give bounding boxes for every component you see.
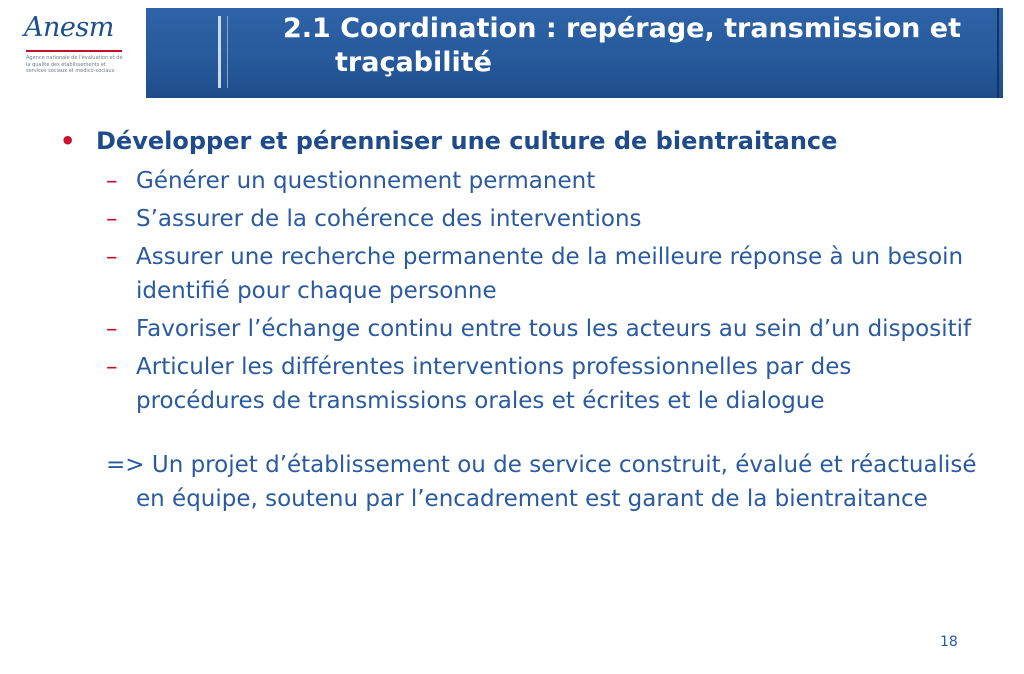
sub-bullet-text: Générer un questionnement permanent [136,168,596,194]
sub-bullet-item [60,202,980,236]
dash-icon: – [106,354,118,380]
sub-bullet-text: S’assurer de la cohérence des interventions [136,206,642,232]
dash-icon: – [106,206,118,232]
sub-bullet-list [60,164,980,418]
logo-tagline: Agence nationale de l'évaluation et de la qualité des établissements et services sociaux et médico-sociaux [26,55,123,74]
slide-body [60,124,980,516]
sub-bullet-item [60,164,980,198]
main-bullet-text: Développer et pérenniser une culture de bientraitance [96,127,838,155]
slide-title [283,12,983,80]
page-number: 18 [940,634,958,650]
sub-bullet-item [60,240,980,308]
title-accent-lines [218,16,228,88]
logo-wordmark: Anesm [24,12,114,43]
conclusion-text: => Un projet d’établissement ou de service construit, évalué et réactualisé en équipe, soutenu par l’encadrement est garant de la bientraitance [106,452,977,512]
dash-icon: – [106,168,118,194]
logo-divider [26,50,122,52]
sub-bullet-text: Articuler les différentes interventions professionnelles par des procédures de transmissions orales et écrites et le dialogue [136,354,852,414]
title-bar-edge [997,8,999,98]
main-bullet [60,124,980,158]
sub-bullet-item [60,312,980,346]
anesm-logo [24,12,128,82]
dash-icon: – [106,244,118,270]
sub-bullet-item [60,350,980,418]
slide-title-line1: 2.1 Coordination : repérage, transmission et [283,13,962,44]
sub-bullet-text: Assurer une recherche permanente de la meilleure réponse à un besoin identifié pour chaque personne [136,244,964,304]
dash-icon: – [106,316,118,342]
sub-bullet-text: Favoriser l’échange continu entre tous les acteurs au sein d’un dispositif [136,316,972,342]
bullet-dot-icon: • [60,127,76,155]
title-bar [146,8,1003,98]
slide-title-line2: traçabilité [335,47,492,78]
